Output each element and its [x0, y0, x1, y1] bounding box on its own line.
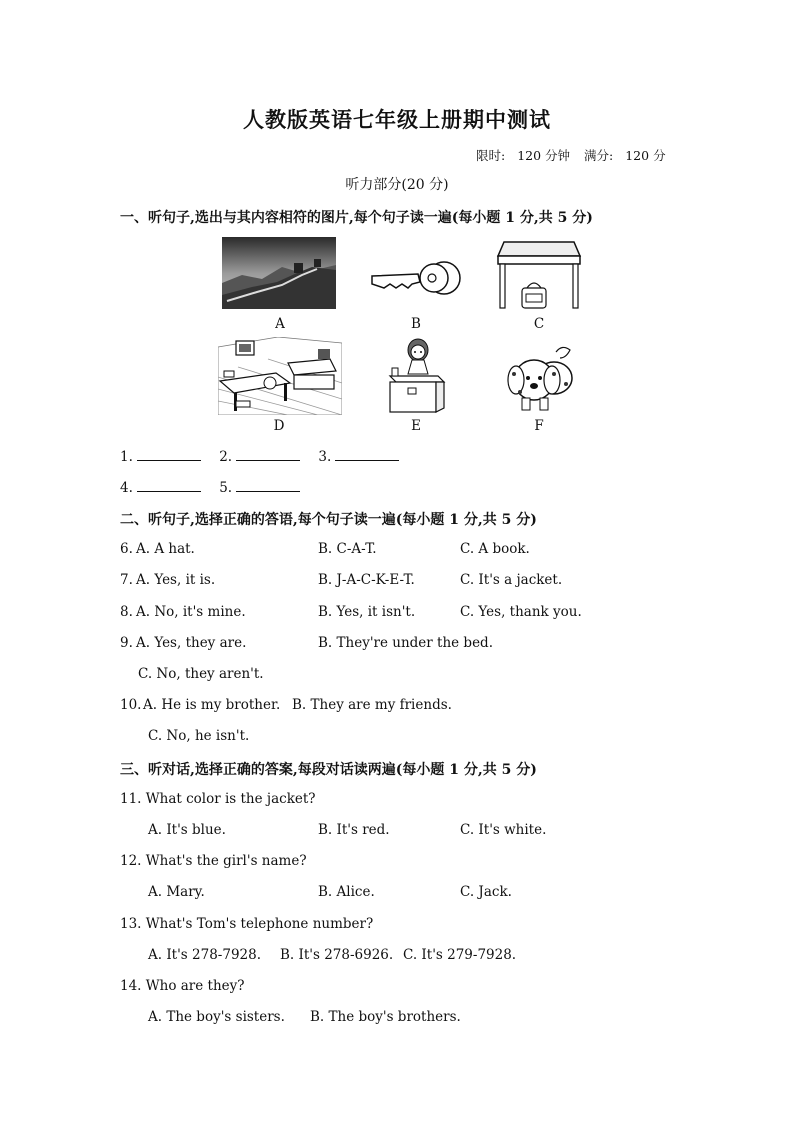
q13-question: 13. What's Tom's telephone number? — [120, 916, 374, 932]
section3-heading: 三、听对话,选择正确的答案,每段对话读两遍(每小题 1 分,共 5 分) — [120, 762, 537, 778]
dog-icon — [500, 340, 576, 414]
q7-option-b[interactable]: B. J-A-C-K-E-T. — [318, 572, 415, 588]
q11-option-a[interactable]: A. It's blue. — [148, 822, 226, 838]
q13-option-b[interactable]: B. It's 278-6926. — [280, 947, 394, 963]
q6-option-a[interactable]: A. A hat. — [136, 541, 195, 557]
q12-option-b[interactable]: B. Alice. — [318, 884, 375, 900]
bedroom-icon — [218, 337, 342, 415]
q13-option-c[interactable]: C. It's 279-7928. — [403, 947, 517, 963]
q12-question: 12. What's the girl's name? — [120, 853, 307, 869]
q8-number: 8. — [120, 604, 133, 620]
q10-number: 10. — [120, 697, 142, 713]
answer-blank-2[interactable] — [236, 448, 300, 461]
section2-heading: 二、听句子,选择正确的答语,每个句子读一遍(每小题 1 分,共 5 分) — [120, 512, 537, 528]
image-label-b: B — [411, 316, 421, 332]
q11-question: 11. What color is the jacket? — [120, 791, 316, 807]
blank-label-4: 4. — [120, 480, 133, 496]
q9-option-a[interactable]: A. Yes, they are. — [136, 635, 247, 651]
image-label-c: C — [533, 316, 545, 332]
time-limit — [476, 146, 666, 164]
time-value: 120 分钟 — [517, 148, 571, 163]
score-label: 满分: — [584, 148, 614, 163]
answer-blank-1[interactable] — [137, 448, 201, 461]
image-label-d: D — [273, 418, 285, 434]
q8-option-b[interactable]: B. Yes, it isn't. — [318, 604, 416, 620]
q7-option-c[interactable]: C. It's a jacket. — [460, 572, 563, 588]
score-value: 120 分 — [625, 148, 666, 163]
q6-option-c[interactable]: C. A book. — [460, 541, 530, 557]
q10-option-c[interactable]: C. No, he isn't. — [148, 728, 250, 744]
key-icon — [368, 260, 464, 296]
blank-label-2: 2. — [219, 449, 233, 465]
section1-heading: 一、听句子,选出与其内容相符的图片,每个句子读一遍(每小题 1 分,共 5 分) — [120, 210, 593, 226]
listening-header: 听力部分(20 分) — [345, 177, 449, 193]
girl-on-box-icon — [386, 338, 446, 414]
q8-option-a[interactable]: A. No, it's mine. — [136, 604, 246, 620]
answer-blank-row-1 — [120, 448, 399, 465]
answer-blank-row-2 — [120, 479, 300, 496]
q14-question: 14. Who are they? — [120, 978, 245, 994]
q12-option-a[interactable]: A. Mary. — [148, 884, 205, 900]
q6-number: 6. — [120, 541, 133, 557]
great-wall-photo — [222, 237, 336, 309]
answer-blank-3[interactable] — [335, 448, 399, 461]
q11-option-b[interactable]: B. It's red. — [318, 822, 390, 838]
q14-option-a[interactable]: A. The boy's sisters. — [148, 1009, 285, 1025]
q9-option-b[interactable]: B. They're under the bed. — [318, 635, 493, 651]
q14-option-b[interactable]: B. The boy's brothers. — [310, 1009, 461, 1025]
q7-option-a[interactable]: A. Yes, it is. — [136, 572, 216, 588]
blank-label-1: 1. — [120, 449, 133, 465]
q6-option-b[interactable]: B. C-A-T. — [318, 541, 377, 557]
image-label-a: A — [275, 316, 285, 332]
q9-option-c[interactable]: C. No, they aren't. — [138, 666, 264, 682]
q12-option-c[interactable]: C. Jack. — [460, 884, 512, 900]
time-label: 限时: — [476, 148, 506, 163]
q8-option-c[interactable]: C. Yes, thank you. — [460, 604, 582, 620]
answer-blank-4[interactable] — [137, 479, 201, 492]
blank-label-5: 5. — [219, 480, 233, 496]
q7-number: 7. — [120, 572, 133, 588]
image-label-e: E — [411, 418, 421, 434]
q13-option-a[interactable]: A. It's 278-7928. — [148, 947, 261, 963]
q9-number: 9. — [120, 635, 133, 651]
answer-blank-5[interactable] — [236, 479, 300, 492]
q10-option-a[interactable]: A. He is my brother. — [143, 697, 281, 713]
q11-option-c[interactable]: C. It's white. — [460, 822, 547, 838]
blank-label-3: 3. — [318, 449, 332, 465]
q10-option-b[interactable]: B. They are my friends. — [292, 697, 452, 713]
image-label-f: F — [534, 418, 544, 434]
page-title: 人教版英语七年级上册期中测试 — [243, 107, 551, 132]
table-with-bag-icon — [496, 238, 582, 310]
